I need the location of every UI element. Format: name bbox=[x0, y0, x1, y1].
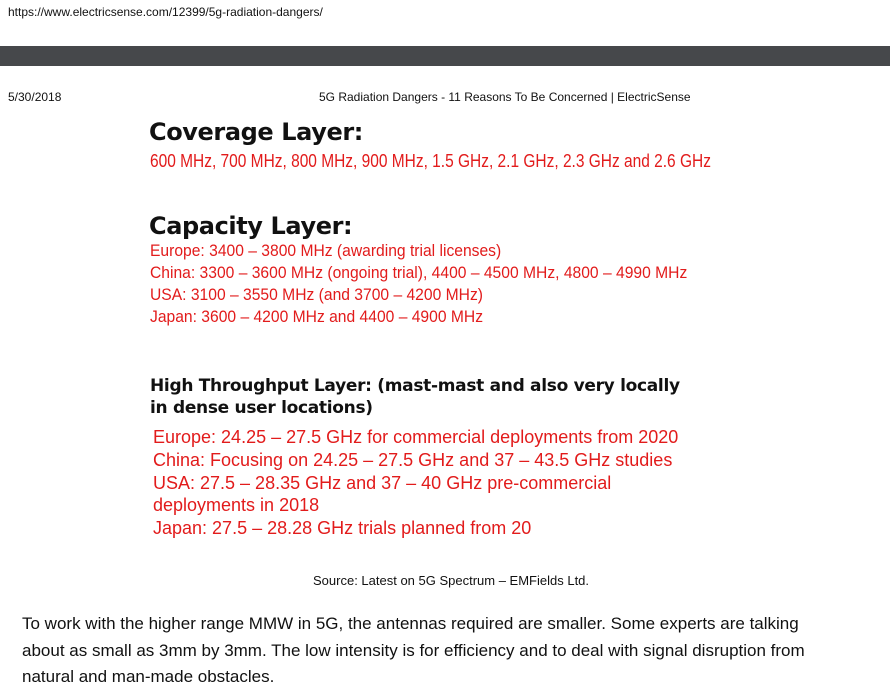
capacity-line-china: China: 3300 – 3600 MHz (ongoing trial), 4400 – 4500 MHz, 4800 – 4990 MHz bbox=[150, 263, 688, 282]
source-url[interactable]: https://www.electricsense.com/12399/5g-radiation-dangers/ bbox=[8, 5, 323, 19]
throughput-line-usa-cont: deployments in 2018 bbox=[153, 495, 320, 515]
paragraph-line: about as small as 3mm by 3mm. The low intensity is for efficiency and to deal with signal disruption from bbox=[22, 640, 805, 660]
header-band bbox=[0, 46, 890, 66]
capacity-heading: Capacity Layer: bbox=[149, 212, 353, 240]
throughput-line-usa: USA: 27.5 – 28.35 GHz and 37 – 40 GHz pre-commercial bbox=[153, 473, 612, 493]
capacity-line-japan: Japan: 3600 – 4200 MHz and 4400 – 4900 MHz bbox=[150, 307, 484, 326]
paragraph-line: natural and man-made obstacles. bbox=[22, 667, 275, 686]
throughput-line-europe: Europe: 24.25 – 27.5 GHz for commercial deployments from 2020 bbox=[153, 427, 679, 447]
capacity-line-usa: USA: 3100 – 3550 MHz (and 3700 – 4200 MHz) bbox=[150, 285, 483, 304]
figure-caption: Source: Latest on 5G Spectrum – EMFields Ltd. bbox=[313, 573, 590, 588]
paragraph-line: To work with the higher range MMW in 5G, the antennas required are smaller. Some experts are talking bbox=[22, 614, 799, 633]
page-title: 5G Radiation Dangers - 11 Reasons To Be Concerned | ElectricSense bbox=[319, 90, 691, 104]
throughput-line-china: China: Focusing on 24.25 – 27.5 GHz and 37 – 43.5 GHz studies bbox=[153, 450, 673, 470]
capacity-line-europe: Europe: 3400 – 3800 MHz (awarding trial licenses) bbox=[150, 241, 502, 260]
throughput-heading-2: in dense user locations) bbox=[150, 398, 373, 418]
spectrum-figure bbox=[148, 118, 808, 548]
print-date: 5/30/2018 bbox=[8, 90, 62, 104]
coverage-line: 600 MHz, 700 MHz, 800 MHz, 900 MHz, 1.5 GHz, 2.1 GHz, 2.3 GHz and 2.6 GHz bbox=[150, 151, 711, 171]
throughput-heading-1: High Throughput Layer: (mast-mast and also very locally bbox=[150, 376, 680, 396]
coverage-heading: Coverage Layer: bbox=[149, 118, 363, 146]
throughput-line-japan: Japan: 27.5 – 28.28 GHz trials planned from 20 bbox=[153, 518, 532, 538]
body-paragraph bbox=[22, 611, 888, 691]
